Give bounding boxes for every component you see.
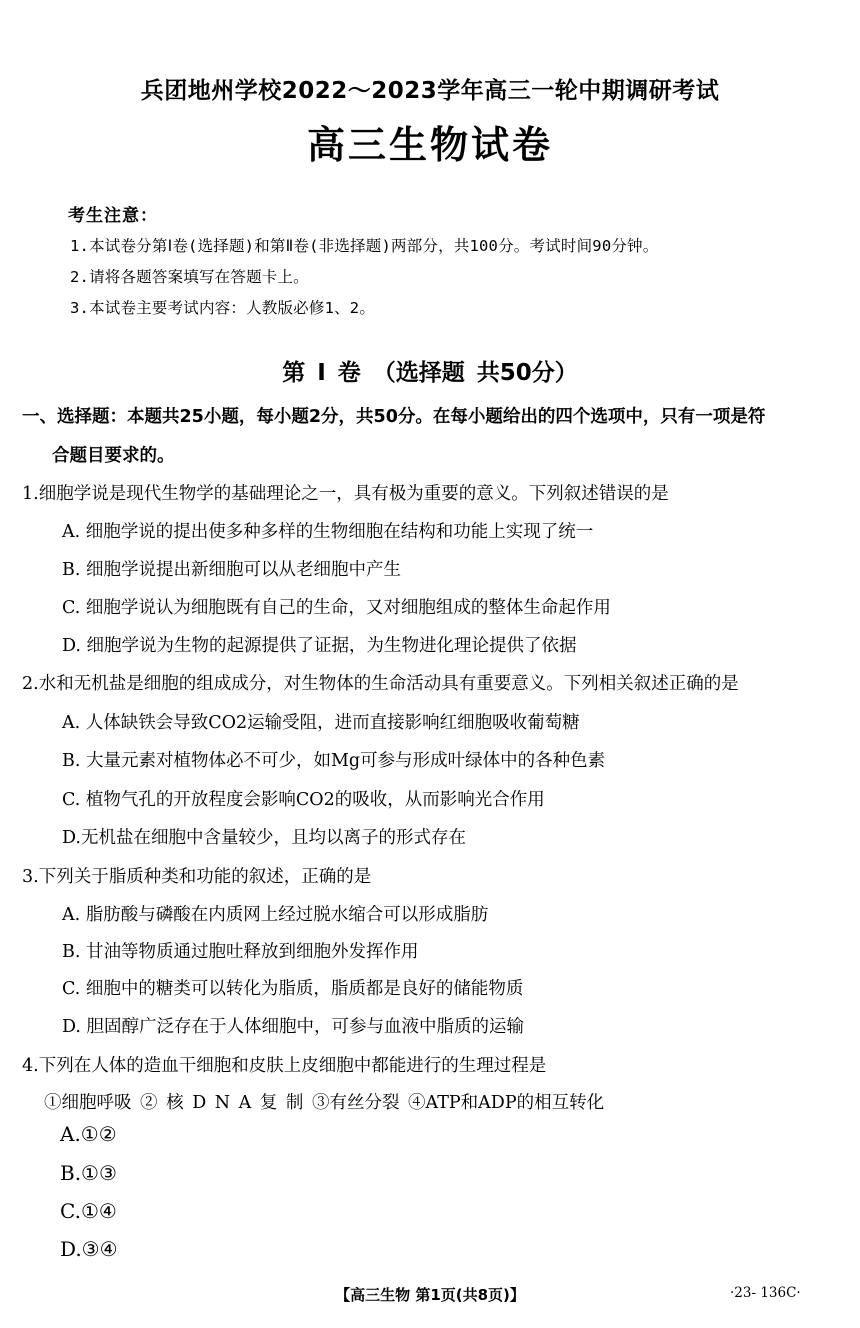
page-footer-label: 【高三生物 第1页(共8页)】: [335, 1286, 525, 1304]
section-one-heading: 一、选择题：本题共25小题，每小题2分，共50分。在每小题给出的四个选项中，只有一项是符: [22, 407, 766, 427]
question-3-option-c: C. 细胞中的糖类可以转化为脂质，脂质都是良好的储能物质: [62, 979, 524, 999]
notice-item: 3.本试卷主要考试内容：人教版必修1、2。: [70, 299, 376, 317]
question-1-stem: 1.细胞学说是现代生物学的基础理论之一，具有极为重要的意义。下列叙述错误的是: [22, 484, 669, 504]
question-2-option-a: A. 人体缺铁会导致CO2运输受阻，进而直接影响红细胞吸收葡萄糖: [62, 713, 580, 733]
question-2-option-b: B. 大量元素对植物体必不可少，如Mg可参与形成叶绿体中的各种色素: [62, 751, 606, 771]
question-1-option-c: C. 细胞学说认为细胞既有自己的生命，又对细胞组成的整体生命起作用: [62, 598, 611, 618]
question-3-stem: 3.下列关于脂质种类和功能的叙述，正确的是: [22, 867, 372, 887]
question-3-option-a: A. 脂肪酸与磷酸在内质网上经过脱水缩合可以形成脂肪: [62, 905, 489, 925]
notice-item: 1.本试卷分第Ⅰ卷(选择题)和第Ⅱ卷(非选择题)两部分，共100分。考试时间90分钟。: [70, 237, 659, 255]
question-1-option-a: A. 细胞学说的提出使多种多样的生物细胞在结构和功能上实现了统一: [62, 522, 594, 542]
question-4-stem: 4.下列在人体的造血干细胞和皮肤上皮细胞中都能进行的生理过程是: [22, 1056, 547, 1076]
part-one-title: 第 Ⅰ 卷 （选择题 共50分）: [282, 360, 578, 386]
question-4-option-b: B.①③: [60, 1161, 117, 1185]
exam-main-title: 高三生物试卷: [306, 123, 553, 167]
question-2-stem: 2.水和无机盐是细胞的组成成分，对生物体的生命活动具有重要意义。下列相关叙述正确的是: [22, 674, 739, 694]
question-1-option-b: B. 细胞学说提出新细胞可以从老细胞中产生: [62, 560, 401, 580]
notice-item: 2.请将各题答案填写在答题卡上。: [70, 268, 309, 286]
question-4-option-d: D.③④: [60, 1237, 118, 1261]
question-4-option-a: A.①②: [60, 1122, 117, 1146]
page-footer-code: ·23- 136C·: [730, 1285, 801, 1301]
question-2-option-d: D.无机盐在细胞中含量较少，且均以离子的形式存在: [62, 828, 466, 848]
question-3-option-b: B. 甘油等物质通过胞吐释放到细胞外发挥作用: [62, 942, 419, 962]
question-2-option-c: C. 植物气孔的开放程度会影响CO2的吸收，从而影响光合作用: [62, 790, 545, 810]
question-4-items: ①细胞呼吸 ② 核 D N A 复 制 ③有丝分裂 ④ATP和ADP的相互转化: [44, 1093, 605, 1113]
question-3-option-d: D. 胆固醇广泛存在于人体细胞中，可参与血液中脂质的运输: [62, 1017, 525, 1037]
question-4-option-c: C.①④: [60, 1199, 117, 1223]
question-1-option-d: D. 细胞学说为生物的起源提供了证据，为生物进化理论提供了依据: [62, 636, 577, 656]
section-one-heading-continued: 合题目要求的。: [52, 446, 175, 466]
exam-school-title: 兵团地州学校2022～2023学年高三一轮中期调研考试: [140, 78, 720, 104]
notice-heading: 考生注意：: [68, 206, 158, 226]
